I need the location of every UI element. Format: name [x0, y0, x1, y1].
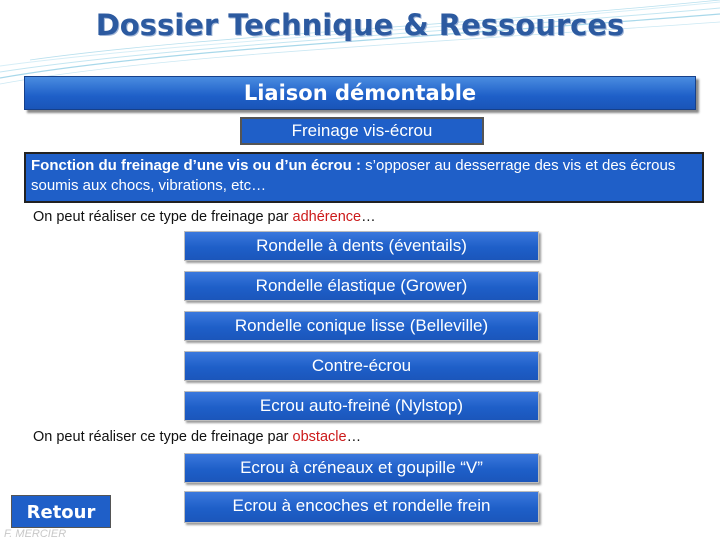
obstacle-keyword: obstacle	[292, 429, 347, 445]
option-rondelle-dents[interactable]: Rondelle à dents (éventails)	[184, 231, 539, 261]
option-contre-ecrou[interactable]: Contre-écrou	[184, 351, 539, 381]
obstacle-line	[33, 429, 361, 445]
option-rondelle-elastique[interactable]: Rondelle élastique (Grower)	[184, 271, 539, 301]
option-rondelle-conique[interactable]: Rondelle conique lisse (Belleville)	[184, 311, 539, 341]
option-ecrou-creneaux[interactable]: Ecrou à créneaux et goupille “V”	[184, 453, 539, 483]
adherence-line	[33, 209, 376, 225]
option-ecrou-encoches[interactable]: Ecrou à encoches et rondelle frein	[184, 491, 539, 523]
definition-box	[24, 152, 704, 203]
option-ecrou-autofreine[interactable]: Ecrou auto-freiné (Nylstop)	[184, 391, 539, 421]
definition-text: s’opposer au desserrage des vis et des écrous soumis aux chocs, vibrations, etc…	[31, 157, 676, 194]
definition-lead: Fonction du freinage d’une vis ou d’un écrou :	[31, 157, 362, 174]
adherence-suffix: …	[361, 209, 376, 225]
section-banner: Liaison démontable	[24, 76, 696, 110]
adherence-keyword: adhérence	[292, 209, 362, 225]
author-credit: F. MERCIER	[4, 528, 67, 540]
adherence-prefix: On peut réaliser ce type de freinage par	[33, 209, 293, 225]
topic-label: Freinage vis-écrou	[240, 117, 484, 145]
obstacle-prefix: On peut réaliser ce type de freinage par	[33, 429, 293, 445]
page-title: Dossier Technique & Ressources	[95, 8, 625, 42]
retour-button[interactable]: Retour	[11, 495, 111, 528]
obstacle-suffix: …	[346, 429, 362, 445]
